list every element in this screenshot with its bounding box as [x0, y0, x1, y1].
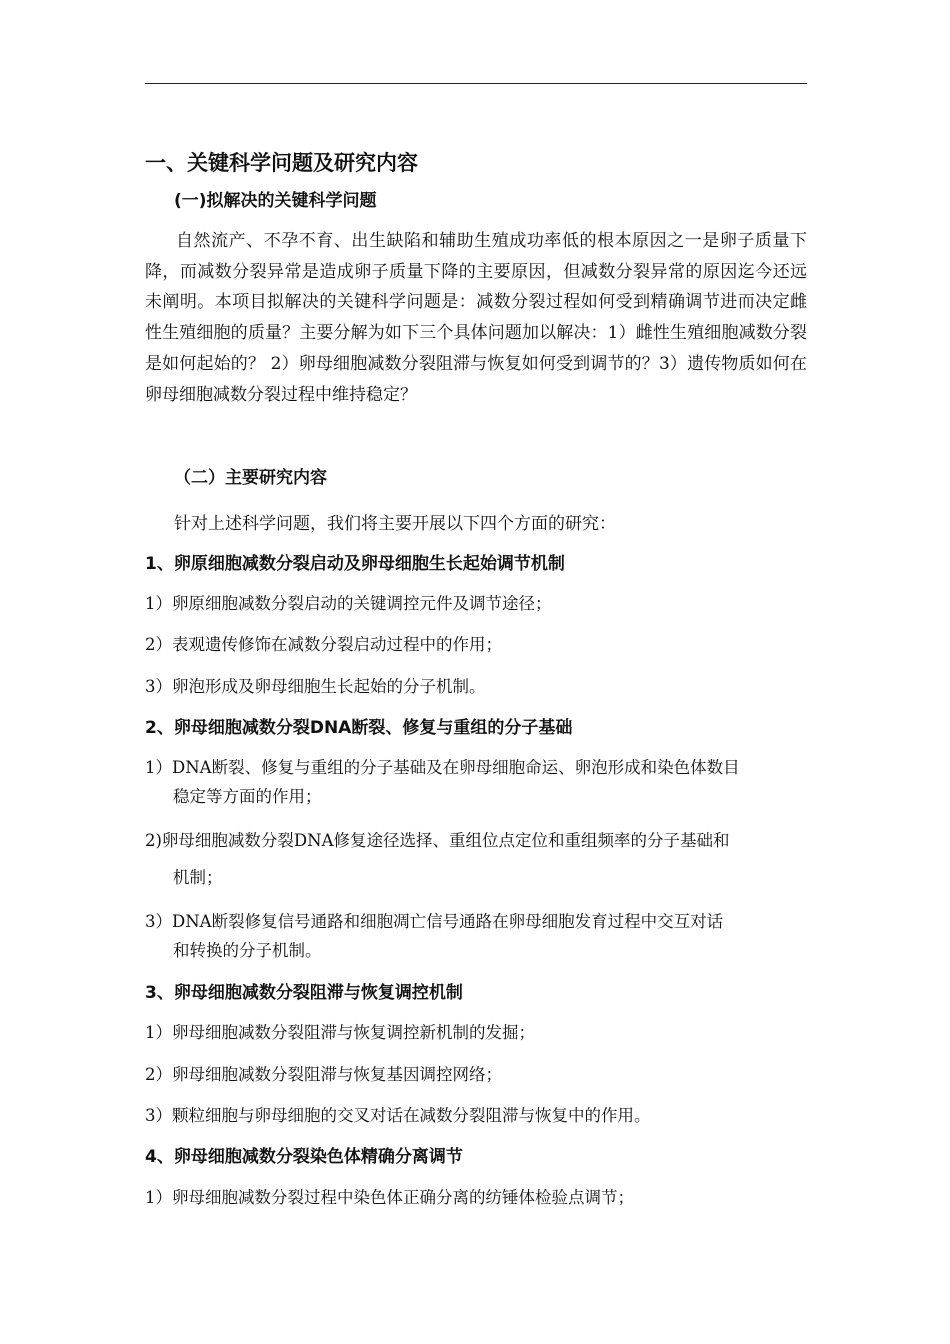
- list-item: 1）卵母细胞减数分裂过程中染色体正确分离的纺锤体检验点调节；: [145, 1188, 634, 1207]
- section-heading-key-problems: (一)拟解决的关键科学问题: [174, 191, 377, 211]
- research-intro: 针对上述科学问题，我们将主要开展以下四个方面的研究：: [174, 514, 616, 534]
- topic-3-title: 3、卵母细胞减数分裂阻滞与恢复调控机制: [145, 983, 463, 1003]
- list-item-continuation: 稳定等方面的作用；: [173, 787, 322, 806]
- list-item: 3）颗粒细胞与卵母细胞的交叉对话在减数分裂阻滞与恢复中的作用。: [145, 1106, 651, 1125]
- list-item: 2)卵母细胞减数分裂DNA修复途径选择、重组位点定位和重组频率的分子基础和: [145, 831, 730, 850]
- section-heading-research-content: （二）主要研究内容: [174, 468, 327, 488]
- list-item: 3）卵泡形成及卵母细胞生长起始的分子机制。: [145, 677, 486, 696]
- list-item: 3）DNA断裂修复信号通路和细胞凋亡信号通路在卵母细胞发育过程中交互对话: [145, 912, 724, 931]
- list-item: 2）卵母细胞减数分裂阻滞与恢复基因调控网络；: [145, 1065, 502, 1084]
- header-rule: [145, 83, 807, 84]
- topic-4-title: 4、卵母细胞减数分裂染色体精确分离调节: [145, 1147, 463, 1167]
- topic-1-title: 1、卵原细胞减数分裂启动及卵母细胞生长起始调节机制: [145, 554, 565, 574]
- key-problems-paragraph: 自然流产、不孕不育、出生缺陷和辅助生殖成功率低的根本原因之一是卵子质量下降，而减数分裂异常是造成卵子质量下降的主要原因，但减数分裂异常的原因迄今还远未阐明。本项目拟解决的关键科学问题是：减数分裂过程如何受到精确调节进而决定雌性生殖细胞的质量？主要分解为如下三个具体问题加以解决：1）雌性生殖细胞减数分裂是如何起始的？ 2）卵母细胞减数分裂阻滞与恢复如何受到调节的？3）遗传物质如何在卵母细胞减数分裂过程中维持稳定？: [145, 231, 807, 405]
- topic-2-title: 2、卵母细胞减数分裂DNA断裂、修复与重组的分子基础: [145, 718, 573, 738]
- list-item: 1）卵原细胞减数分裂启动的关键调控元件及调节途径；: [145, 594, 552, 613]
- list-item: 1）卵母细胞减数分裂阻滞与恢复调控新机制的发掘；: [145, 1023, 535, 1042]
- page-title: 一、关键科学问题及研究内容: [145, 151, 418, 175]
- list-item-continuation: 机制；: [173, 868, 223, 887]
- list-item: 1）DNA断裂、修复与重组的分子基础及在卵母细胞命运、卵泡形成和染色体数目: [145, 758, 740, 777]
- list-item-continuation: 和转换的分子机制。: [173, 941, 322, 960]
- list-item: 2）表观遗传修饰在减数分裂启动过程中的作用；: [145, 635, 502, 654]
